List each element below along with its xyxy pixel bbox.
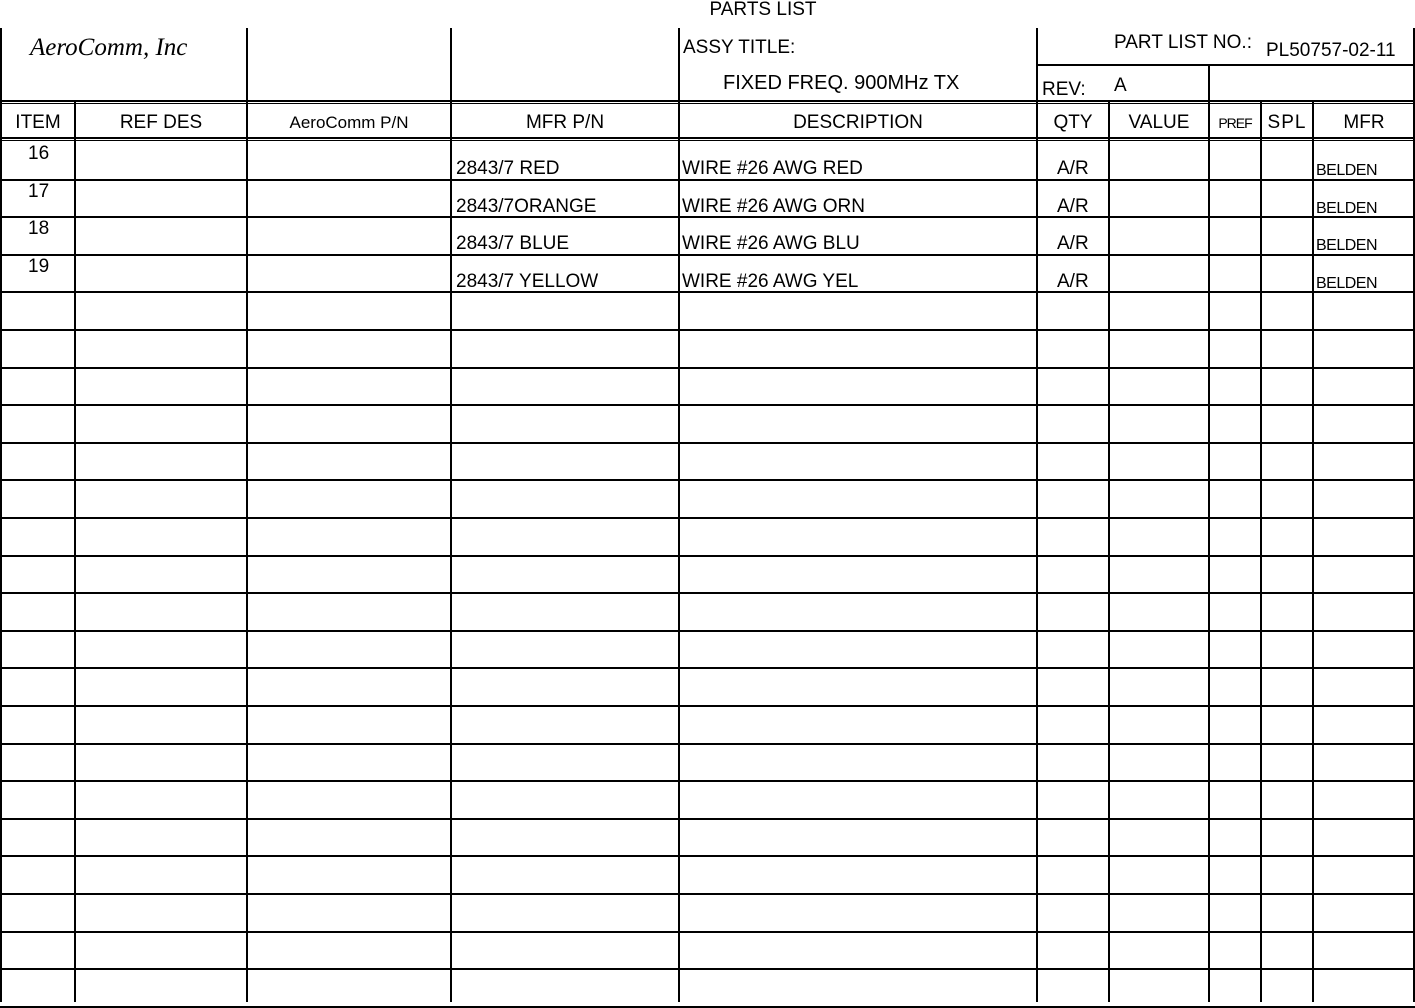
cell-description: WIRE #26 AWG RED: [682, 158, 863, 179]
document-title: PARTS LIST: [709, 0, 817, 20]
row-divider: [0, 479, 1415, 481]
cell-item: 19: [28, 255, 50, 277]
cell-mfr: BELDEN: [1316, 274, 1378, 292]
row-divider: [0, 254, 1415, 256]
col-header-ref-des: REF DES: [119, 112, 203, 133]
cell-item: 18: [28, 218, 50, 240]
parts-list-table: [0, 28, 1415, 1002]
header-bottom-line: [0, 100, 1415, 102]
row-divider: [0, 630, 1415, 632]
grid-line: [1036, 101, 1038, 1002]
col-header-item: ITEM: [15, 112, 61, 133]
row-divider: [0, 404, 1415, 406]
part-list-no-value: PL50757-02-11: [1266, 40, 1396, 61]
grid-line: [450, 28, 452, 101]
row-divider: [0, 855, 1415, 857]
grid-line: [1260, 101, 1262, 1002]
cell-item: 17: [28, 180, 50, 202]
cell-description: WIRE #26 AWG ORN: [682, 195, 865, 217]
assy-title-label: ASSY TITLE:: [683, 37, 796, 58]
row-divider: [0, 517, 1415, 519]
col-header-spl: SPL: [1267, 112, 1307, 133]
cell-description: WIRE #26 AWG BLU: [682, 233, 860, 255]
grid-line: [246, 101, 248, 1002]
row-divider: [0, 743, 1415, 745]
grid-line: [1312, 101, 1314, 1002]
col-header-mfr: MFR: [1343, 112, 1385, 133]
col-header-pref: PREF: [1218, 115, 1252, 131]
col-header-aerocomm-pn: AeroComm P/N: [289, 113, 409, 132]
grid-line: [1108, 101, 1110, 1002]
grid-line: [450, 101, 452, 1002]
cell-mfr-pn: 2843/7 YELLOW: [456, 270, 599, 292]
company-name: AeroComm, Inc: [30, 34, 188, 61]
cell-mfr-pn: 2843/7ORANGE: [456, 195, 597, 217]
row-divider: [0, 329, 1415, 331]
col-header-value: VALUE: [1128, 112, 1190, 133]
row-divider: [0, 179, 1415, 181]
grid-line: [246, 28, 248, 101]
col-header-description: DESCRIPTION: [793, 112, 923, 133]
assy-title-value: FIXED FREQ. 900MHz TX: [723, 72, 960, 94]
cell-mfr: BELDEN: [1316, 199, 1378, 217]
cell-item: 16: [28, 143, 50, 164]
col-header-mfr-pn: MFR P/N: [525, 112, 605, 133]
grid-line: [0, 137, 1415, 139]
row-divider: [0, 931, 1415, 933]
rev-value: A: [1114, 75, 1127, 96]
col-header-qty: QTY: [1053, 112, 1093, 133]
cell-mfr-pn: 2843/7 BLUE: [456, 233, 570, 255]
row-divider: [0, 893, 1415, 895]
grid-line: [678, 101, 680, 1002]
row-divider: [0, 780, 1415, 782]
rev-label: REV:: [1042, 79, 1086, 100]
grid-line: [1208, 64, 1210, 101]
grid-line: [0, 103, 1415, 104]
row-divider: [0, 442, 1415, 444]
grid-line: [74, 101, 76, 1002]
cell-mfr-pn: 2843/7 RED: [456, 158, 560, 179]
row-divider: [0, 818, 1415, 820]
grid-line: [0, 140, 1415, 141]
row-divider: [0, 968, 1415, 970]
part-list-no-label: PART LIST NO.:: [1114, 32, 1252, 53]
cell-description: WIRE #26 AWG YEL: [682, 270, 859, 292]
cell-qty: A/R: [1057, 158, 1089, 179]
grid-line: [1036, 64, 1414, 66]
cell-qty: A/R: [1057, 195, 1089, 217]
row-divider: [0, 367, 1415, 369]
row-divider: [0, 667, 1415, 669]
row-divider: [0, 705, 1415, 707]
row-divider: [0, 592, 1415, 594]
grid-line: [1208, 101, 1210, 1002]
row-divider: [0, 555, 1415, 557]
cell-mfr: BELDEN: [1316, 237, 1378, 255]
cell-qty: A/R: [1057, 233, 1089, 255]
cell-mfr: BELDEN: [1316, 162, 1378, 179]
cell-qty: A/R: [1057, 270, 1089, 292]
grid-line: [678, 28, 680, 101]
